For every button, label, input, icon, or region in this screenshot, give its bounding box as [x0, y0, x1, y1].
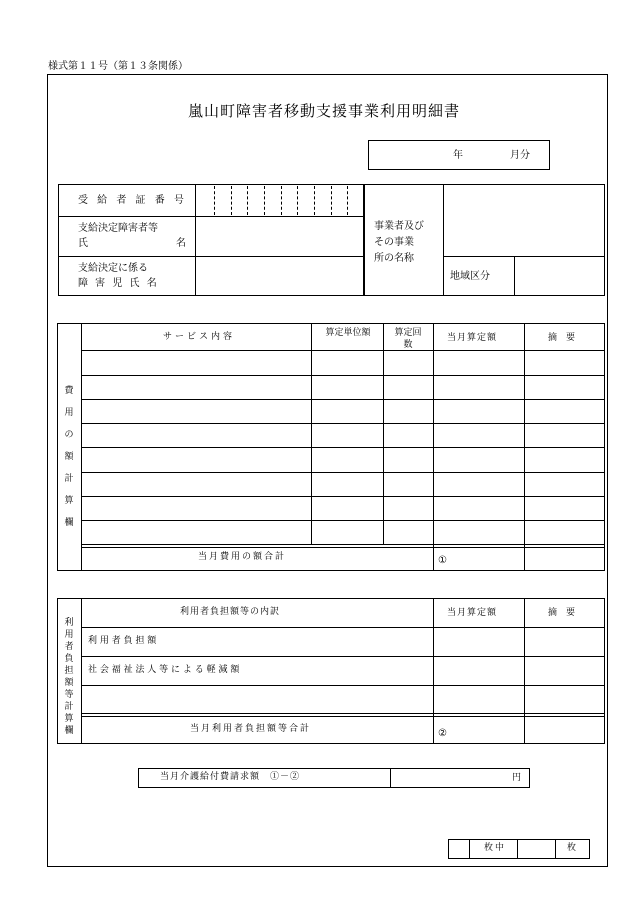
cost-total-field[interactable] — [434, 548, 524, 570]
person-name-field[interactable] — [196, 217, 363, 255]
document-title: 嵐山町障害者移動支援事業利用明細書 — [188, 102, 461, 120]
child-name-field[interactable] — [196, 257, 363, 295]
user-total-label: 当月利用者負担額等合計 — [190, 724, 312, 734]
claim-amount-field[interactable] — [391, 769, 529, 787]
provider-name-field[interactable] — [444, 185, 604, 255]
cert-number-label: 受 給 者 証 番 号 — [78, 195, 187, 206]
month-label: 月分 — [510, 150, 530, 161]
service-rows[interactable] — [82, 351, 604, 544]
user-header-remarks: 摘 要 — [548, 608, 576, 618]
person-label-1: 支給決定障害者等 — [78, 223, 158, 234]
person-label-2a: 氏 — [78, 238, 88, 249]
user-amount-fields[interactable] — [434, 628, 604, 713]
claim-unit: 円 — [512, 773, 522, 783]
cost-side-label: 費用の額計算欄 — [64, 386, 74, 528]
header-amount: 当月算定額 — [447, 333, 498, 343]
provider-label-2: その事業 — [374, 237, 414, 248]
child-label-2: 障 害 児 氏 名 — [78, 278, 159, 289]
provider-label-1: 事業者及び — [374, 221, 424, 232]
user-header-amount: 当月算定額 — [447, 608, 498, 618]
form-reference: 様式第１１号（第１３条関係） — [48, 61, 188, 72]
cost-total-mark: ① — [438, 555, 447, 566]
page-total-field[interactable] — [518, 840, 555, 858]
user-header-breakdown: 利用者負担額等の内訳 — [180, 607, 281, 617]
page-of-label: 枚中 — [484, 843, 507, 853]
person-label-2b: 名 — [176, 238, 186, 249]
year-label: 年 — [453, 150, 463, 161]
header-count: 算定回数 — [394, 328, 422, 350]
region-label: 地域区分 — [450, 271, 490, 282]
region-field[interactable] — [515, 257, 604, 295]
claim-label: 当月介護給付費請求額 ①－② — [160, 772, 301, 782]
page-unit: 枚 — [567, 843, 577, 853]
header-remarks: 摘 要 — [548, 333, 576, 343]
cost-total-label: 当月費用の額合計 — [198, 552, 287, 562]
cert-number-field[interactable] — [196, 185, 363, 215]
page-number-field[interactable] — [449, 840, 469, 858]
header-service: サービス内容 — [163, 332, 236, 342]
header-unit: 算定単位額 — [325, 328, 371, 338]
user-total-field[interactable] — [434, 717, 524, 743]
provider-label-3: 所の名称 — [374, 253, 414, 264]
child-label-1: 支給決定に係る — [78, 263, 148, 274]
user-side-label: 利用者負担額等計算欄 — [64, 618, 74, 736]
user-row-burden: 利 用 者 負 担 額 — [88, 636, 157, 646]
user-total-mark: ② — [438, 728, 447, 739]
user-row-reduction: 社 会 福 祉 法 人 等 に よ る 軽 減 額 — [88, 665, 240, 675]
